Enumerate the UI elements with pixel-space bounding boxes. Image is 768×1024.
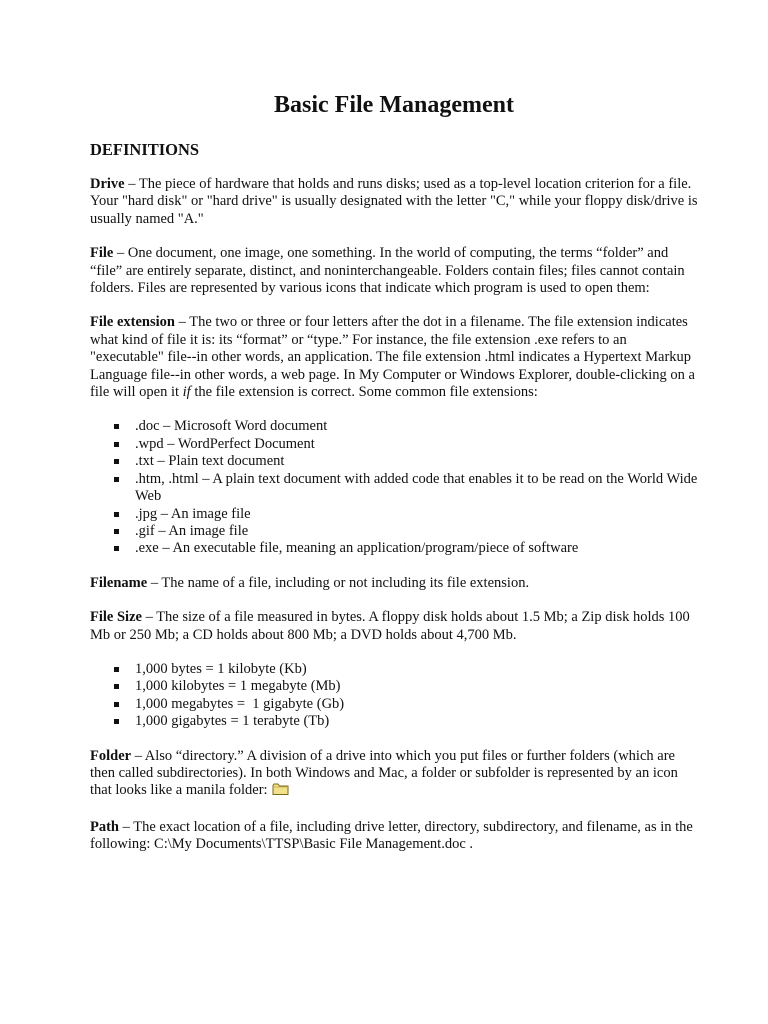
list-item-text: 1,000 gigabytes = 1 terabyte (Tb) xyxy=(135,713,330,730)
bullet-icon xyxy=(114,424,119,429)
definition-file-extension-text-1: – The two or three or four letters after the dot in a filename. The file extension indicates what kind of file it is: its “format” or “type.” For instance, the file extension .exe refers to an "executable" file--in other words, an application. The file extension .html indicates a Hypertext Markup Language file--in other words, a web page. In My Computer or Windows Explorer, double-clicking on a file will open it xyxy=(90,314,695,401)
definition-file-size-text: – The size of a file measured in bytes. A floppy disk holds about 1.5 Mb; a Zip disk holds 100 Mb or 250 Mb; a CD holds about 800 Mb; a DVD holds about 4,700 Mb. xyxy=(90,609,690,643)
list-item-text: .txt – Plain text document xyxy=(135,453,285,470)
list-item xyxy=(90,540,698,557)
list-item xyxy=(90,661,698,678)
term-path: Path xyxy=(90,818,119,835)
file-extension-list xyxy=(90,418,698,557)
term-drive: Drive xyxy=(90,176,125,192)
list-item-text: .wpd – WordPerfect Document xyxy=(135,435,315,452)
list-item xyxy=(90,506,698,523)
term-filename: Filename xyxy=(90,574,148,591)
definition-folder-text: – Also “directory.” A division of a drive into which you put files or further folders (which are then called subdirectories). In both Windows and Mac, a folder or subfolder is represented by an icon that looks like a manila folder: xyxy=(90,747,678,799)
definition-file-text: – One document, one image, one something. In the world of computing, the terms “folder” and “file” are entirely separate, distinct, and noninterchangeable. Folders contain files; files cannot contain folders. Files are represented by various icons that indicate which program is used to open them: xyxy=(90,245,685,297)
definition-drive xyxy=(90,176,698,228)
file-size-list xyxy=(90,661,698,731)
list-item xyxy=(90,678,698,695)
list-item xyxy=(90,696,698,713)
list-item xyxy=(90,471,698,506)
bullet-icon xyxy=(114,702,119,707)
term-file-size: File Size xyxy=(90,609,142,626)
list-item xyxy=(90,523,698,540)
page-title: Basic File Management xyxy=(274,92,514,118)
definition-file xyxy=(90,245,698,297)
bullet-icon xyxy=(114,442,119,447)
folder-icon xyxy=(272,782,289,801)
bullet-icon xyxy=(114,546,119,551)
list-item xyxy=(90,436,698,453)
term-folder: Folder xyxy=(90,747,132,764)
list-item xyxy=(90,453,698,470)
definition-drive-text: – The piece of hardware that holds and runs disks; used as a top-level location criterion for a file. Your "hard disk" or "hard drive" is usually designated with the letter "C," while your floppy disk/drive is usually named "A." xyxy=(90,176,698,227)
definition-path-text: – The exact location of a file, including drive letter, directory, subdirectory, and filename, as in the following: C:\My Documents\TTSP\Basic File Management.doc . xyxy=(90,818,693,853)
list-item-text: 1,000 megabytes = 1 gigabyte (Gb) xyxy=(135,695,345,712)
bullet-icon xyxy=(114,512,119,517)
bullet-icon xyxy=(114,529,119,534)
definition-path xyxy=(90,819,698,854)
list-item-text: .exe – An executable file, meaning an application/program/piece of software xyxy=(135,540,579,557)
bullet-icon xyxy=(114,719,119,724)
list-item-text: 1,000 bytes = 1 kilobyte (Kb) xyxy=(135,660,307,677)
bullet-icon xyxy=(114,667,119,672)
definition-file-size xyxy=(90,609,698,644)
emphasis-if: if xyxy=(182,384,191,401)
bullet-icon xyxy=(114,477,119,482)
bullet-icon xyxy=(114,459,119,464)
term-file: File xyxy=(90,245,114,262)
list-item-text: 1,000 kilobytes = 1 megabyte (Mb) xyxy=(135,678,341,695)
definition-file-extension xyxy=(90,314,698,401)
list-item-text: .jpg – An image file xyxy=(135,505,251,522)
term-file-extension: File extension xyxy=(90,314,175,331)
bullet-icon xyxy=(114,684,119,689)
definition-folder xyxy=(90,748,698,802)
list-item xyxy=(90,418,698,435)
list-item-text: .gif – An image file xyxy=(135,522,249,539)
list-item-text: .doc – Microsoft Word document xyxy=(135,418,328,435)
list-item xyxy=(90,713,698,730)
definition-filename xyxy=(90,575,698,592)
definition-filename-text: – The name of a file, including or not including its file extension. xyxy=(147,574,530,591)
definition-file-extension-text-2: the file extension is correct. Some common file extensions: xyxy=(190,384,538,401)
definitions-heading: DEFINITIONS xyxy=(90,140,200,159)
list-item-text: .htm, .html – A plain text document with added code that enables it to be read on the World Wide Web xyxy=(135,470,698,505)
